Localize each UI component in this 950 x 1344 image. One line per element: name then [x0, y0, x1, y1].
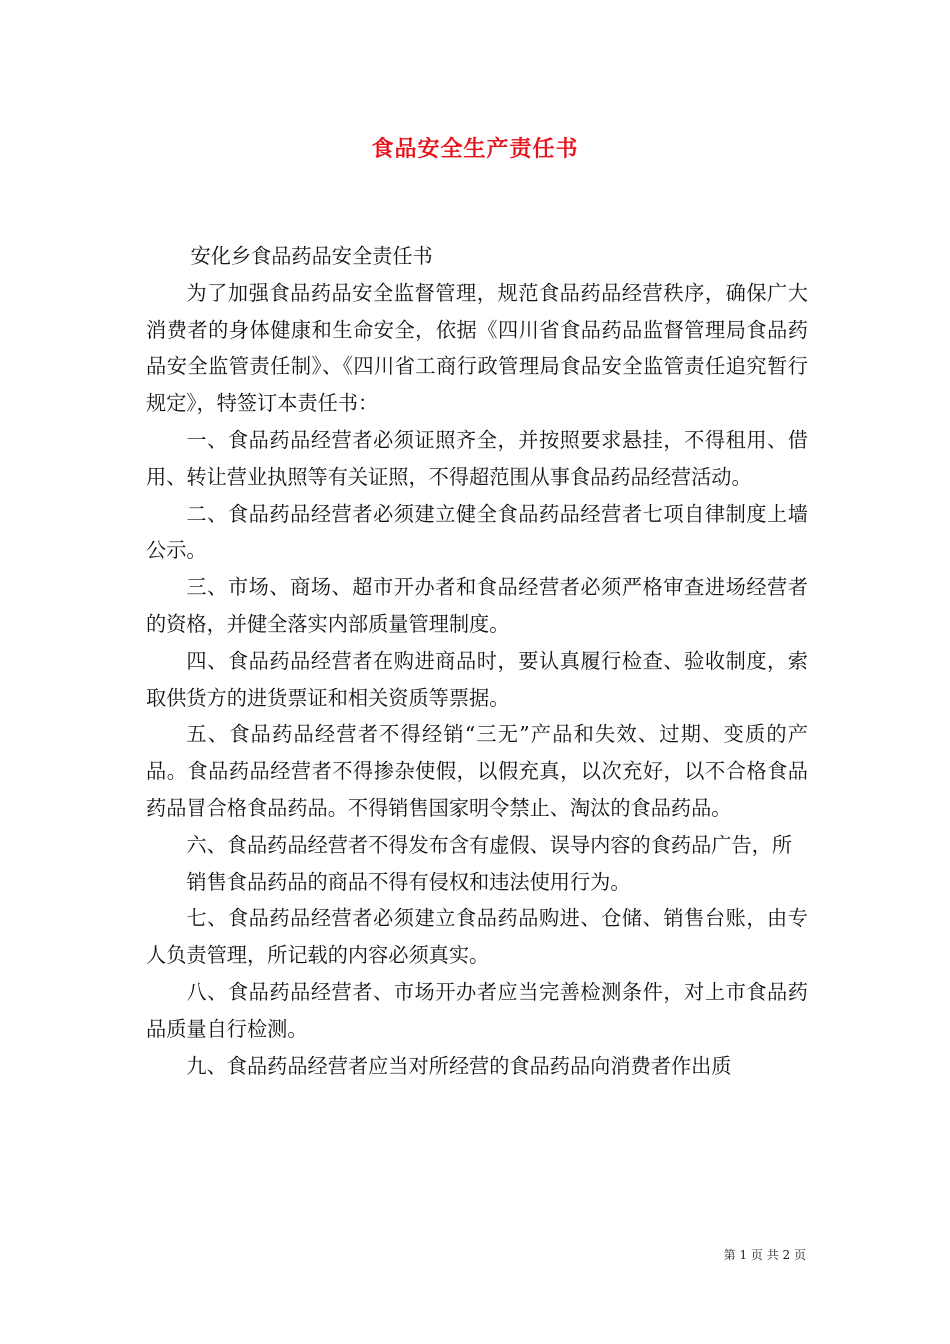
paragraph-item-5: 五、食品药品经营者不得经销“三无”产品和失效、过期、变质的产品。食品药品经营者不得掺杂使假，以假充真，以次充好，以不合格食品药品冒合格食品药品。不得销售国家明令禁止、淘汰的食品药品。: [146, 722, 808, 820]
document-body: [146, 238, 808, 1084]
paragraph-item-7: 七、食品药品经营者必须建立食品药品购进、仓储、销售台账，由专人负责管理，所记载的内容必须真实。: [146, 906, 808, 968]
document-title: 食品安全生产责任书: [371, 136, 579, 162]
paragraph-item-9: 九、食品药品经营者应当对所经营的食品药品向消费者作出质: [186, 1053, 732, 1078]
document-subtitle: 安化乡食品药品安全责任书: [190, 244, 433, 268]
page-number: 第 1 页 共 2 页: [723, 1248, 806, 1262]
paragraph-item-2: 二、食品药品经营者必须建立健全食品药品经营者七项自律制度上墙公示。: [146, 501, 808, 563]
paragraph-item-8: 八、食品药品经营者、市场开办者应当完善检测条件，对上市食品药品质量自行检测。: [146, 979, 808, 1041]
paragraph-item-6-continued: 销售食品药品的商品不得有侵权和违法使用行为。: [186, 869, 631, 894]
paragraph-item-3: 三、市场、商场、超市开办者和食品经营者必须严格审查进场经营者的资格，并健全落实内部质量管理制度。: [146, 575, 808, 636]
paragraph-item-6: 六、食品药品经营者不得发布含有虚假、误导内容的食药品广告，所: [186, 832, 793, 857]
paragraph-item-1: 一、食品药品经营者必须证照齐全，并按照要求悬挂，不得租用、借用、转让营业执照等有关证照，不得超范围从事食品药品经营活动。: [146, 427, 808, 489]
paragraph-item-4: 四、食品药品经营者在购进商品时，要认真履行检查、验收制度，索取供货方的进货票证和相关资质等票据。: [146, 648, 808, 710]
paragraph-intro: 为了加强食品药品安全监督管理，规范食品药品经营秩序，确保广大消费者的身体健康和生命安全，依据《四川省食品药品监督管理局食品药品安全监管责任制》、《四川省工商行政管理局食品安全监管责任追究暂行规定》，特签订本责任书：: [146, 280, 808, 416]
